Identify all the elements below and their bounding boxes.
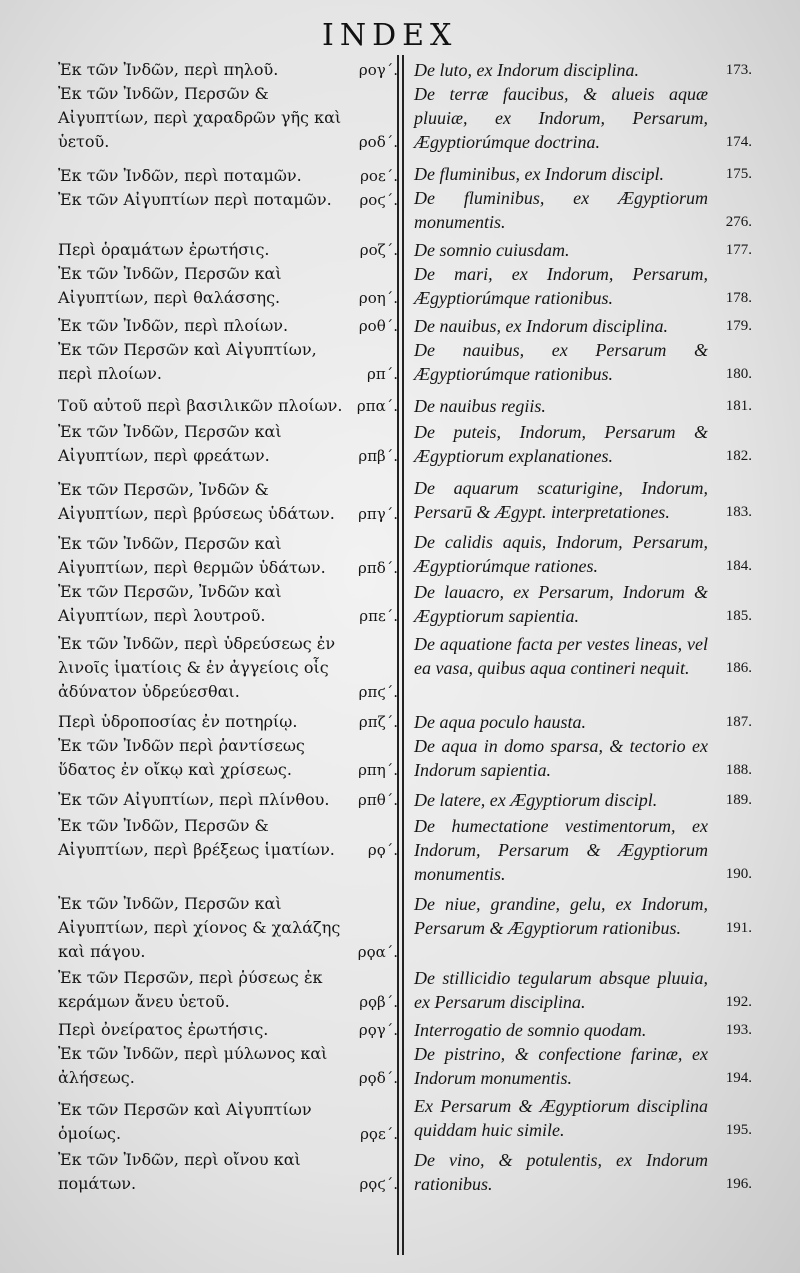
greek-entry-text: Ἐκ τῶν Ἰνδῶν, περὶ πηλοῦ.: [58, 60, 279, 79]
greek-entry-text: Ἐκ τῶν Ἰνδῶν, περὶ ποταμῶν.: [58, 166, 302, 185]
latin-entry-number: 175.: [725, 166, 752, 182]
latin-entry: [414, 420, 752, 468]
greek-entry: [58, 238, 398, 262]
latin-entry: [414, 476, 752, 524]
greek-entry-number: ρϙ΄.: [367, 841, 398, 859]
latin-entry-number: 188.: [725, 762, 752, 778]
latin-entry: [414, 966, 752, 1014]
latin-entry-text: De stillicidio tegularum absque pluuia, ex Persarum disciplina.: [414, 968, 708, 1012]
latin-entry-number: 191.: [725, 920, 752, 936]
greek-entry-number: ροϛ΄.: [359, 191, 398, 209]
latin-entry-number: 193.: [725, 1022, 752, 1038]
latin-entry-number: 189.: [725, 792, 752, 808]
greek-entry-number: ρπϛ΄.: [358, 683, 398, 701]
latin-entry-text: De nauibus, ex Persarum & Ægyptiorúmque rationibus.: [414, 340, 708, 384]
greek-entry-number: ρπγ΄.: [358, 505, 398, 523]
column-divider-double: [402, 55, 404, 1255]
latin-entry-number: 185.: [725, 608, 752, 624]
latin-entry-text: Interrogatio de somnio quodam.: [414, 1020, 647, 1040]
latin-entry: [414, 892, 752, 940]
greek-entry: [58, 420, 398, 468]
latin-entry: [414, 314, 752, 338]
greek-entry-text: Ἐκ τῶν Ἰνδῶν, περὶ μύλωνος καὶ ἀλήσεως.: [58, 1044, 328, 1087]
page-title: INDEX: [322, 18, 458, 53]
greek-entry: [58, 338, 398, 386]
greek-entry-number: ροη΄.: [358, 289, 398, 307]
latin-entry: [414, 162, 752, 186]
greek-entry: [58, 814, 398, 862]
latin-entry-text: De nauibus, ex Indorum disciplina.: [414, 316, 668, 336]
latin-entry-text: De nauibus regiis.: [414, 396, 546, 416]
greek-entry-number: ροε΄.: [360, 167, 398, 185]
greek-entry: [58, 734, 398, 782]
latin-entry-text: De luto, ex Indorum disciplina.: [414, 60, 639, 80]
latin-entry-text: De niue, grandine, gelu, ex Indorum, Persarum & Ægyptiorum rationibus.: [414, 894, 708, 938]
latin-entry-number: 195.: [725, 1122, 752, 1138]
latin-entry-number: 174.: [725, 134, 752, 150]
greek-entry-number: ρϙε΄.: [360, 1125, 398, 1143]
greek-entry-number: ρϙγ΄.: [358, 1021, 398, 1039]
greek-entry-number: ρπθ΄.: [358, 791, 398, 809]
greek-entry-number: ρϙϛ΄.: [359, 1175, 398, 1193]
greek-entry-text: Τοῦ αὐτοῦ περὶ βασιλικῶν πλοίων.: [58, 396, 343, 415]
greek-entry-text: Ἐκ τῶν Περσῶν, Ἰνδῶν καὶ Αἰγυπτίων, περὶ λουτροῦ.: [58, 582, 282, 625]
latin-entry: [414, 734, 752, 782]
greek-entry: [58, 394, 398, 418]
latin-entry-number: 178.: [725, 290, 752, 306]
greek-entry-number: ρπβ΄.: [358, 447, 398, 465]
greek-entry: [58, 262, 398, 310]
greek-entry-text: Ἐκ τῶν Ἰνδῶν, Περσῶν καὶ Αἰγυπτίων, περὶ θαλάσσης.: [58, 264, 282, 307]
greek-entry: [58, 314, 398, 338]
latin-entry-number: 190.: [725, 866, 752, 882]
latin-entry: [414, 238, 752, 262]
latin-entry-text: De mari, ex Indorum, Persarum, Ægyptiorúmque rationibus.: [414, 264, 708, 308]
greek-entry-text: Ἐκ τῶν Αἰγυπτίων, περὶ πλίνθου.: [58, 790, 330, 809]
latin-entry-number: 192.: [725, 994, 752, 1010]
greek-entry-text: Ἐκ τῶν Ἰνδῶν, Περσῶν καὶ Αἰγυπτίων, περὶ φρεάτων.: [58, 422, 282, 465]
latin-entry-number: 183.: [725, 504, 752, 520]
latin-entry-number: 181.: [725, 398, 752, 414]
latin-entry-number: 173.: [725, 62, 752, 78]
latin-entry-text: De aqua poculo hausta.: [414, 712, 586, 732]
greek-entry-text: Ἐκ τῶν Περσῶν καὶ Αἰγυπτίων, περὶ πλοίων.: [58, 340, 317, 383]
latin-entry: [414, 1042, 752, 1090]
latin-entry-text: De calidis aquis, Indorum, Persarum, Ægyptiorúmque rationes.: [414, 532, 708, 576]
latin-entry-number: 184.: [725, 558, 752, 574]
latin-entry-text: Ex Persarum & Ægyptiorum disciplina quiddam huic simile.: [414, 1096, 708, 1140]
greek-entry: [58, 1018, 398, 1042]
latin-entry: [414, 788, 752, 812]
latin-entry: [414, 1018, 752, 1042]
latin-entry-text: De latere, ex Ægyptiorum discipl.: [414, 790, 658, 810]
latin-entry-text: De fluminibus, ex Ægyptiorum monumentis.: [414, 188, 708, 232]
greek-entry-text: Ἐκ τῶν Αἰγυπτίων περὶ ποταμῶν.: [58, 190, 332, 209]
latin-entry-text: De terræ faucibus, & alueis aquæ pluuiæ, ex Indorum, Persarum, Ægyptiorúmque doctrina.: [414, 84, 708, 152]
latin-entry-text: De aquarum scaturigine, Indorum, Persarū & Ægypt. interpretationes.: [414, 478, 708, 522]
latin-entry-text: De humectatione vestimentorum, ex Indorum, Persarum & Ægyptiorum monumentis.: [414, 816, 708, 884]
latin-entry-text: De fluminibus, ex Indorum discipl.: [414, 164, 664, 184]
latin-entry-number: 276.: [725, 214, 752, 230]
latin-entry-number: 179.: [725, 318, 752, 334]
greek-entry-number: ρογ΄.: [358, 61, 398, 79]
latin-entry-number: 187.: [725, 714, 752, 730]
greek-entry: [58, 58, 398, 82]
greek-entry: [58, 710, 398, 734]
greek-entry-number: ρπδ΄.: [358, 559, 398, 577]
greek-entry: [58, 892, 398, 964]
latin-entry: [414, 338, 752, 386]
greek-entry: [58, 82, 398, 154]
latin-entry-text: De puteis, Indorum, Persarum & Ægyptiorum explanationes.: [414, 422, 708, 466]
greek-entry-number: ρπζ΄.: [358, 713, 398, 731]
greek-entry: [58, 1148, 398, 1196]
latin-entry: [414, 58, 752, 82]
greek-entry-text: Ἐκ τῶν Ἰνδῶν περὶ ῥαντίσεως ὕδατος ἐν οἴκῳ καὶ χρίσεως.: [58, 736, 305, 779]
latin-entry: [414, 82, 752, 154]
latin-entry: [414, 814, 752, 886]
greek-entry-text: Ἐκ τῶν Ἰνδῶν, Περσῶν & Αἰγυπτίων, περὶ χαραδρῶν γῆς καὶ ὑετοῦ.: [58, 84, 342, 151]
latin-entry-text: De vino, & potulentis, ex Indorum rationibus.: [414, 1150, 708, 1194]
latin-entry-number: 186.: [725, 660, 752, 676]
latin-entry: [414, 1148, 752, 1196]
latin-entry-number: 196.: [725, 1176, 752, 1192]
greek-entry: [58, 632, 398, 704]
greek-entry: [58, 580, 398, 628]
greek-entry: [58, 164, 398, 188]
latin-entry-text: De aquatione facta per vestes lineas, vel ea vasa, quibus aqua contineri nequit.: [414, 634, 708, 678]
greek-entry: [58, 1098, 398, 1146]
latin-entry-text: De pistrino, & confectione farinæ, ex Indorum monumentis.: [414, 1044, 708, 1088]
latin-entry: [414, 394, 752, 418]
greek-entry-text: Περὶ ὑδροποσίας ἐν ποτηρίῳ.: [58, 712, 298, 731]
greek-entry-number: ροθ΄.: [358, 317, 398, 335]
greek-entry-text: Περὶ ὀνείρατος ἐρωτήσις.: [58, 1020, 269, 1039]
greek-entry: [58, 966, 398, 1014]
greek-entry-text: Ἐκ τῶν Ἰνδῶν, περὶ ὑδρεύσεως ἐν λινοῖς ἱματίοις & ἐν ἀγγείοις οἷς ἀδύνατον ὑδρεύεσθαι.: [58, 634, 336, 701]
greek-entry-number: ρπα΄.: [356, 397, 398, 415]
latin-entry: [414, 262, 752, 310]
latin-entry: [414, 580, 752, 628]
greek-entry-number: ρπ΄.: [367, 365, 398, 383]
latin-entry-number: 180.: [725, 366, 752, 382]
greek-entry-number: ρϙα΄.: [357, 943, 398, 961]
latin-entry-number: 177.: [725, 242, 752, 258]
greek-entry-text: Ἐκ τῶν Ἰνδῶν, Περσῶν καὶ Αἰγυπτίων, περὶ θερμῶν ὑδάτων.: [58, 534, 326, 577]
greek-entry-number: ρϙβ΄.: [359, 993, 398, 1011]
greek-entry-text: Ἐκ τῶν Περσῶν, περὶ ῥύσεως ἐκ κεράμων ἄνευ ὑετοῦ.: [58, 968, 323, 1011]
latin-entry: [414, 530, 752, 578]
greek-entry-number: ρπη΄.: [358, 761, 398, 779]
greek-entry-text: Ἐκ τῶν Ἰνδῶν, Περσῶν καὶ Αἰγυπτίων, περὶ χίονος & χαλάζης καὶ πάγου.: [58, 894, 341, 961]
latin-entry-text: De aqua in domo sparsa, & tectorio ex Indorum sapientia.: [414, 736, 708, 780]
greek-entry: [58, 532, 398, 580]
greek-entry-text: Ἐκ τῶν Ἰνδῶν, περὶ πλοίων.: [58, 316, 289, 335]
latin-entry-text: De somnio cuiusdam.: [414, 240, 570, 260]
latin-entry: [414, 1094, 752, 1142]
latin-entry-text: De lauacro, ex Persarum, Indorum & Ægyptiorum sapientia.: [414, 582, 708, 626]
greek-entry-text: Ἐκ τῶν Περσῶν καὶ Αἰγυπτίων ὁμοίως.: [58, 1100, 312, 1143]
greek-entry: [58, 478, 398, 526]
greek-entry: [58, 788, 398, 812]
latin-entry-number: 194.: [725, 1070, 752, 1086]
greek-entry-text: Ἐκ τῶν Περσῶν, Ἰνδῶν & Αἰγυπτίων, περὶ βρύσεως ὑδάτων.: [58, 480, 335, 523]
latin-entry: [414, 186, 752, 234]
greek-entry-text: Ἐκ τῶν Ἰνδῶν, Περσῶν & Αἰγυπτίων, περὶ βρέξεως ἱματίων.: [58, 816, 335, 859]
greek-entry-number: ρπε΄.: [359, 607, 398, 625]
greek-entry-number: ροδ΄.: [358, 133, 398, 151]
greek-entry: [58, 1042, 398, 1090]
greek-entry: [58, 188, 398, 212]
latin-entry: [414, 632, 752, 680]
latin-entry-number: 182.: [725, 448, 752, 464]
greek-entry-text: Ἐκ τῶν Ἰνδῶν, περὶ οἴνου καὶ πομάτων.: [58, 1150, 301, 1193]
greek-entry-number: ροζ΄.: [359, 241, 398, 259]
greek-entry-text: Περὶ ὁραμάτων ἐρωτήσις.: [58, 240, 270, 259]
greek-entry-number: ρϙδ΄.: [358, 1069, 398, 1087]
latin-entry: [414, 710, 752, 734]
